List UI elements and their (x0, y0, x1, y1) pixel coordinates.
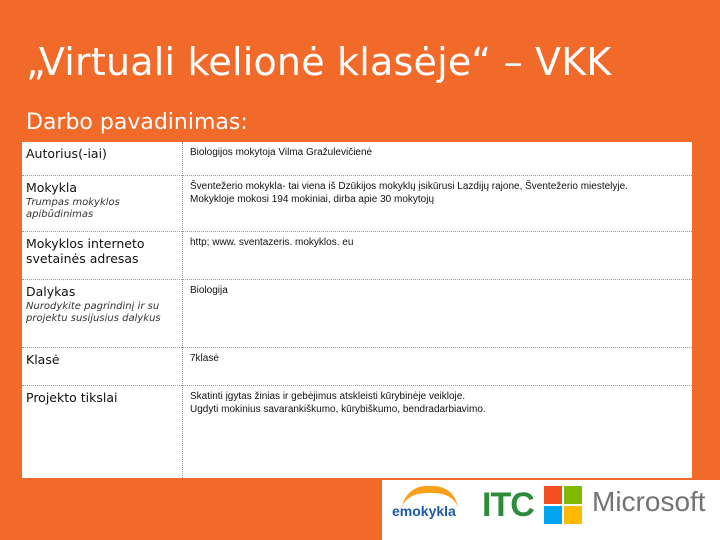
slide-title: „Virtuali kelionė klasėje“ – VKK (26, 40, 612, 84)
label-text: Klasė (26, 352, 60, 367)
row-value: 7klasė (190, 353, 219, 364)
emokykla-text: emokykla (392, 503, 456, 519)
sponsor-logos (382, 480, 720, 540)
label-text: Projekto tikslai (26, 390, 118, 405)
table-row-school (22, 176, 692, 232)
row-label (26, 236, 176, 266)
table-row-class (22, 348, 692, 386)
row-label (26, 284, 176, 325)
emokykla-logo (390, 484, 470, 532)
table-row-website (22, 232, 692, 280)
row-value: http; www. sventazeris. mokyklos. eu (190, 237, 354, 248)
row-value: Skatinti įgytas žinias ir gebėjimus atskleisti kūrybinėje veikloje. Ugdyti mokinius savarankiškumo, kūrybiškumo, bendradarbiavimo. (190, 391, 486, 415)
table-row-subject (22, 280, 692, 348)
slide-subtitle: Darbo pavadinimas: (26, 110, 248, 135)
row-value: Biologija (190, 285, 228, 296)
label-text: Autorius(-iai) (26, 146, 107, 161)
microsoft-windows-icon (544, 486, 582, 524)
label-text: Mokyklos interneto svetainės adresas (26, 236, 145, 266)
table-row-goals (22, 386, 692, 478)
row-value: Šventežerio mokykla- tai viena iš Dzūkijos mokyklų įsikūrusi Lazdijų rajone, Šventežerio miestelyje. Mokykloje mokosi 194 mokiniai, dirba apie 30 mokytojų (190, 181, 628, 205)
row-label (26, 180, 176, 221)
itc-logo: ITC (482, 486, 534, 524)
label-note: Trumpas mokyklos apibūdinimas (26, 197, 120, 220)
table-row-author (22, 142, 692, 176)
label-note: Nurodykite pagrindinį ir su projektu susijusius dalykus (26, 301, 161, 324)
row-value: Biologijos mokytoja Vilma Gražulevičienė (190, 147, 373, 158)
row-label (26, 146, 176, 161)
microsoft-logo-text: Microsoft (592, 486, 706, 517)
label-text: Mokykla (26, 180, 77, 195)
project-info-table (22, 142, 692, 478)
label-text: Dalykas (26, 284, 76, 299)
row-label (26, 352, 176, 367)
row-label (26, 390, 176, 405)
